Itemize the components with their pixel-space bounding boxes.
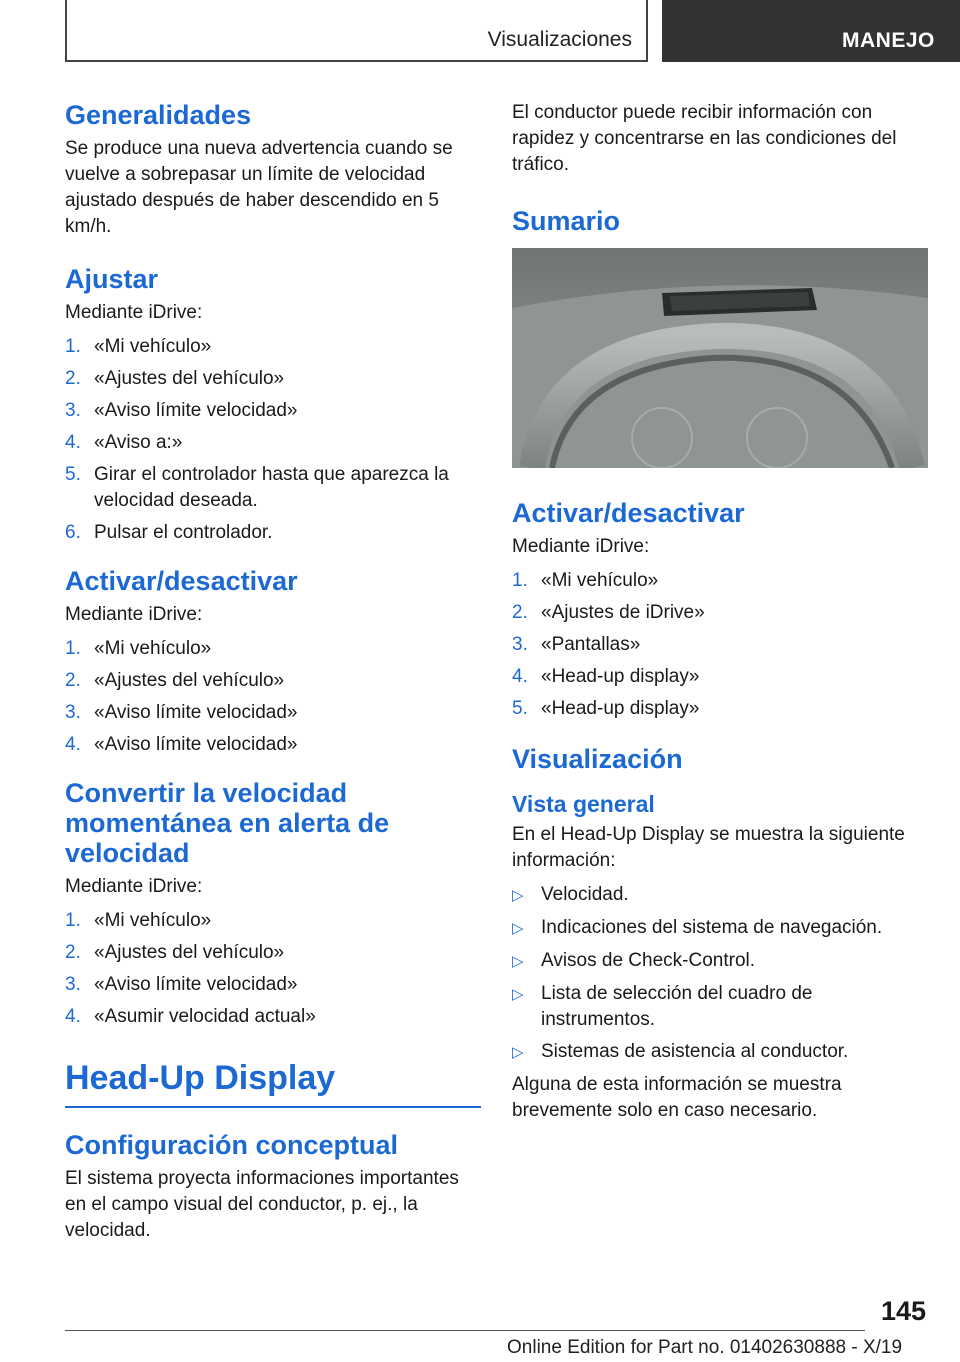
header-section-title: Visualizaciones [487,28,632,51]
list-item: 4. «Aviso límite velocidad» [65,734,298,755]
list-item: ▷ Lista de selección del cuadro de instrumentos. [512,981,928,1033]
text-configuracion: El sistema proyecta informaciones importantes en el campo visual del conductor, p. ej., la velocidad. [65,1168,459,1241]
triangle-bullet-icon: ▷ [512,887,524,904]
list-item: ▷ Sistemas de asistencia al conductor. [512,1039,928,1066]
list-item: 3. «Aviso límite velocidad» [65,974,298,995]
list-item: 1. «Mi vehículo» [65,638,212,659]
steps-convertir [65,908,481,1030]
list-item: 3. «Aviso límite velocidad» [65,400,298,421]
footer-edition: Online Edition for Part no. 01402630888 - X/19 [507,1337,903,1358]
heading-generalidades: Generalidades [65,100,252,130]
intro-activar-right: Mediante iDrive: [512,536,650,557]
intro-activar-left: Mediante iDrive: [65,604,203,625]
heading-activar-left: Activar/desactivar [65,566,298,596]
list-item: 2. «Ajustes del vehículo» [65,368,285,389]
list-item: 1. «Mi vehículo» [512,570,659,591]
list-item: 4. «Head-up display» [512,666,700,687]
triangle-bullet-icon: ▷ [512,920,524,937]
dashboard-illustration [512,248,928,468]
intro-ajustar: Mediante iDrive: [65,302,203,323]
list-item: 5. «Head-up display» [512,698,700,719]
right-column [512,100,928,1124]
dashboard-hud-image [512,248,928,468]
triangle-bullet-icon: ▷ [512,986,524,1003]
list-item: 2. «Ajustes del vehículo» [65,670,285,691]
list-item: 3. «Pantallas» [512,634,641,655]
heading-activar-right: Activar/desactivar [512,498,745,528]
subheading-vista-general: Vista general [512,791,655,817]
list-item: 4. «Asumir velocidad actual» [65,1006,316,1027]
list-item: ▷ Avisos de Check-Control. [512,948,928,975]
text-continuation: El conductor puede recibir información con rapidez y concentrarse en las condiciones del tráfico. [512,102,897,175]
steps-ajustar [65,334,481,546]
header-section-frame [65,0,648,62]
list-item: ▷ Velocidad. [512,882,928,909]
bullets-vista-general [512,882,928,1066]
page-header [0,0,960,66]
text-generalidades: Se produce una nueva advertencia cuando se vuelve a sobrepasar un límite de velocidad ajustado después de haber descendido en 5 km/h. [65,138,453,237]
list-item: 2. «Ajustes del vehículo» [65,942,285,963]
heading-sumario: Sumario [512,206,621,236]
heading-visualizacion: Visualización [512,744,683,774]
list-item: 4. «Aviso a:» [65,432,183,453]
list-item: 6. Pulsar el controlador. [65,522,273,543]
list-item: 5. Girar el controlador hasta que aparezca la velocidad deseada. [65,464,449,511]
list-item: 1. «Mi vehículo» [65,910,212,931]
heading-ajustar: Ajustar [65,264,159,294]
list-item: 3. «Aviso límite velocidad» [65,702,298,723]
steps-activar-right [512,568,928,722]
heading-convertir: Convertir la velocidad momentánea en alerta de velocidad [65,778,390,868]
header-chapter-tab: MANEJO [662,0,960,62]
intro-vista-general: En el Head-Up Display se muestra la siguiente información: [512,824,905,871]
chapter-heading-hud: Head-Up Display [65,1058,481,1108]
intro-convertir: Mediante iDrive: [65,876,203,897]
page-number: 145 [880,1296,926,1326]
list-item: 1. «Mi vehículo» [65,336,212,357]
footer-divider [65,1330,865,1331]
outro-vista-general: Alguna de esta información se muestra brevemente solo en caso necesario. [512,1074,842,1121]
left-column [65,100,481,1244]
triangle-bullet-icon: ▷ [512,1044,524,1061]
heading-configuracion: Configuración conceptual [65,1130,399,1160]
triangle-bullet-icon: ▷ [512,953,524,970]
steps-activar-left [65,636,481,758]
list-item: 2. «Ajustes de iDrive» [512,602,705,623]
list-item: ▷ Indicaciones del sistema de navegación. [512,915,928,942]
